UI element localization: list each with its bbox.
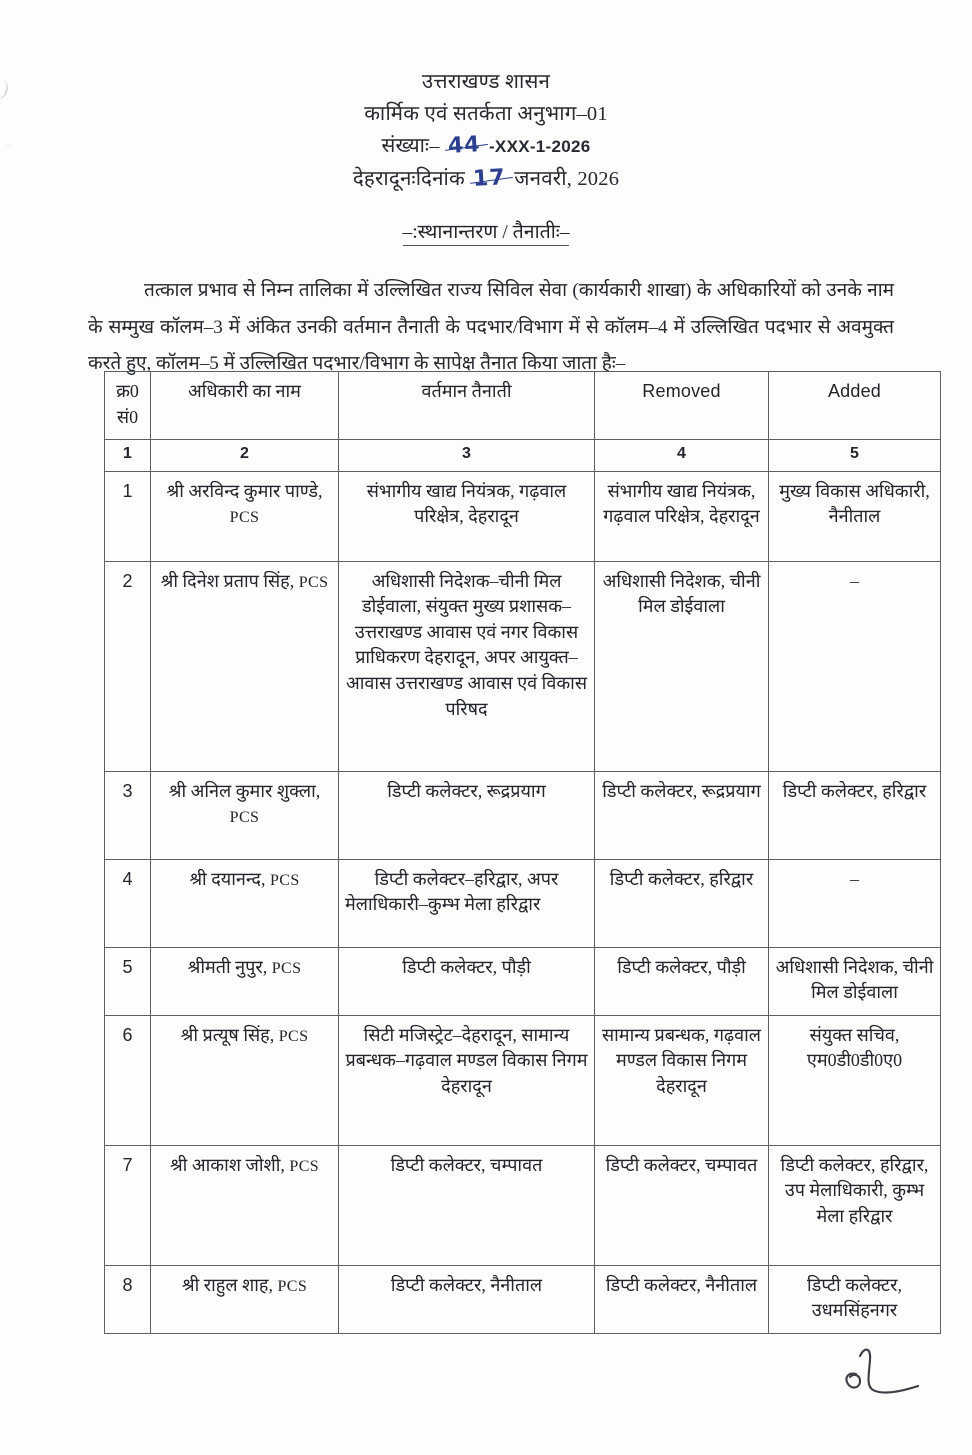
table-row bbox=[105, 771, 941, 859]
place-date-label: देहरादूनःदिनांक bbox=[352, 168, 465, 190]
scan-artifact-mark: ) bbox=[0, 77, 12, 101]
cell-current-posting: डिप्टी कलेक्टर, नैनीताल bbox=[339, 1265, 595, 1333]
cell-added: डिप्टी कलेक्टर, उधमसिंहनगर bbox=[769, 1265, 941, 1333]
header-removed: Removed bbox=[595, 372, 769, 440]
signature-icon bbox=[826, 1344, 972, 1414]
cell-serial-no: 4 bbox=[105, 859, 151, 947]
cell-officer-name bbox=[151, 859, 339, 947]
table-row bbox=[105, 471, 941, 561]
cell-officer-name bbox=[151, 471, 339, 561]
cell-serial-no: 5 bbox=[105, 947, 151, 1015]
cell-removed: डिप्टी कलेक्टर, नैनीताल bbox=[595, 1265, 769, 1333]
cell-removed: डिप्टी कलेक्टर, पौड़ी bbox=[595, 947, 769, 1015]
officer-rank: PCS bbox=[289, 1157, 320, 1175]
cell-removed: सामान्य प्रबन्धक, गढ़वाल मण्डल विकास निगम देहरादून bbox=[595, 1015, 769, 1145]
cell-current-posting: डिप्टी कलेक्टर, पौड़ी bbox=[339, 947, 595, 1015]
cell-removed: डिप्टी कलेक्टर, चम्पावत bbox=[595, 1145, 769, 1265]
cell-added: डिप्टी कलेक्टर, हरिद्वार, उप मेलाधिकारी, कुम्भ मेला हरिद्वार bbox=[769, 1145, 941, 1265]
table-column-number-row bbox=[105, 440, 941, 472]
cell-serial-no: 8 bbox=[105, 1265, 151, 1333]
colnum-2: 2 bbox=[151, 440, 339, 472]
subject-line-wrap bbox=[0, 201, 972, 246]
table-header-row bbox=[105, 372, 941, 440]
cell-removed: डिप्टी कलेक्टर, रूद्रप्रयाग bbox=[595, 771, 769, 859]
cell-serial-no: 2 bbox=[105, 561, 151, 771]
officer-name-text: श्री प्रत्यूष सिंह, bbox=[180, 1024, 275, 1045]
department-name: कार्मिक एवं सतर्कता अनुभाग–01 bbox=[364, 102, 608, 125]
letter-number-label: संख्याः– bbox=[381, 135, 440, 157]
table-row bbox=[105, 561, 941, 771]
date-month-year: जनवरी, 2026 bbox=[514, 168, 620, 190]
cell-added: मुख्य विकास अधिकारी, नैनीताल bbox=[769, 471, 941, 561]
cell-serial-no: 1 bbox=[105, 471, 151, 561]
header-added: Added bbox=[769, 372, 941, 440]
officer-name-text: श्री अरविन्द कुमार पाण्डे, bbox=[166, 480, 323, 501]
scan-artifact-mark: ~ bbox=[5, 139, 13, 153]
government-name: उत्तराखण्ड शासन bbox=[421, 71, 551, 93]
officer-name-text: श्री दिनेश प्रताप सिंह, bbox=[160, 570, 295, 591]
letter-number-handwritten: 44 bbox=[444, 134, 484, 158]
colnum-1: 1 bbox=[105, 440, 151, 472]
cell-added: – bbox=[769, 859, 941, 947]
cell-added: संयुक्त सचिव, एम0डी0डी0ए0 bbox=[769, 1015, 941, 1145]
cell-current-posting: डिप्टी कलेक्टर–हरिद्वार, अपर मेलाधिकारी–कुम्भ मेला हरिद्वार bbox=[339, 859, 595, 947]
cell-current-posting: डिप्टी कलेक्टर, रूद्रप्रयाग bbox=[339, 771, 595, 859]
cell-officer-name bbox=[151, 771, 339, 859]
colnum-4: 4 bbox=[595, 440, 769, 472]
officer-name-text: श्री अनिल कुमार शुक्ला, bbox=[168, 780, 321, 801]
header-serial-no: क्र0 सं0 bbox=[105, 372, 151, 440]
cell-serial-no: 7 bbox=[105, 1145, 151, 1265]
officer-name-text: श्रीमती नुपुर, bbox=[187, 956, 268, 977]
officer-name-text: श्री राहुल शाह, bbox=[181, 1274, 273, 1295]
cell-officer-name bbox=[151, 1015, 339, 1145]
subject-line: –:स्थानान्तरण / तैनातीः– bbox=[403, 222, 570, 246]
cell-current-posting: डिप्टी कलेक्टर, चम्पावत bbox=[339, 1145, 595, 1265]
officer-rank: PCS bbox=[278, 1027, 309, 1045]
cell-serial-no: 3 bbox=[105, 771, 151, 859]
officer-rank: PCS bbox=[277, 1277, 308, 1295]
cell-current-posting: सिटी मजिस्ट्रेट–देहरादून, सामान्य प्रबन्धक–गढ़वाल मण्डल विकास निगम देहरादून bbox=[339, 1015, 595, 1145]
header-current-posting: वर्तमान तैनाती bbox=[339, 372, 595, 440]
colnum-3: 3 bbox=[339, 440, 595, 472]
cell-officer-name bbox=[151, 561, 339, 771]
place-date-line bbox=[0, 165, 972, 192]
cell-removed: अधिशासी निदेशक, चीनी मिल डोईवाला bbox=[595, 561, 769, 771]
cell-added: डिप्टी कलेक्टर, हरिद्वार bbox=[769, 771, 941, 859]
cell-current-posting: संभागीय खाद्य नियंत्रक, गढ़वाल परिक्षेत्र, देहरादून bbox=[339, 471, 595, 561]
cell-removed: संभागीय खाद्य नियंत्रक, गढ़वाल परिक्षेत्र, देहरादून bbox=[595, 471, 769, 561]
table-row bbox=[105, 1145, 941, 1265]
colnum-5: 5 bbox=[769, 440, 941, 472]
cell-officer-name bbox=[151, 1265, 339, 1333]
table-row bbox=[105, 859, 941, 947]
cell-officer-name bbox=[151, 1145, 339, 1265]
letterhead bbox=[0, 0, 972, 246]
cell-current-posting: अधिशासी निदेशक–चीनी मिल डोईवाला, संयुक्त मुख्य प्रशासक–उत्तराखण्ड आवास एवं नगर विकास प्राधिकरण देहरादून, अपर आयुक्त–आवास उत्तराखण्ड आवास एवं विकास परिषद bbox=[339, 561, 595, 771]
officer-name-text: श्री आकाश जोशी, bbox=[169, 1154, 285, 1175]
officer-rank: PCS bbox=[271, 959, 302, 977]
cell-added: – bbox=[769, 561, 941, 771]
officer-rank: PCS bbox=[270, 871, 300, 889]
officer-rank: PCS bbox=[229, 809, 260, 827]
transfer-posting-table bbox=[104, 371, 941, 1334]
cell-serial-no: 6 bbox=[105, 1015, 151, 1145]
header-officer-name: अधिकारी का नाम bbox=[151, 372, 339, 440]
letter-number-line bbox=[0, 132, 972, 159]
table-row bbox=[105, 1265, 941, 1333]
cell-removed: डिप्टी कलेक्टर, हरिद्वार bbox=[595, 859, 769, 947]
cell-officer-name bbox=[151, 947, 339, 1015]
date-day-handwritten: 17 bbox=[470, 167, 510, 191]
officer-rank: PCS bbox=[229, 509, 260, 527]
letter-number-code: -XXX-1-2026 bbox=[488, 137, 591, 156]
cell-added: अधिशासी निदेशक, चीनी मिल डोईवाला bbox=[769, 947, 941, 1015]
table-row bbox=[105, 1015, 941, 1145]
officer-rank: PCS bbox=[298, 573, 329, 591]
table-row bbox=[105, 947, 941, 1015]
officer-name-text: श्री दयानन्द, bbox=[189, 868, 266, 889]
order-paragraph: तत्काल प्रभाव से निम्न तालिका में उल्लिखित राज्य सिविल सेवा (कार्यकारी शाखा) के अधिकारियों को उनके नाम के सम्मुख कॉलम–3 में अंकित उनकी वर्तमान तैनाती के पदभार/विभाग में से कॉलम–4 में उल्लिखित पदभार से अवमुक्त करते हुए, कॉलम–5 में उल्लिखित पदभार/विभाग के सापेक्ष तैनात किया जाता हैः– bbox=[88, 280, 894, 375]
